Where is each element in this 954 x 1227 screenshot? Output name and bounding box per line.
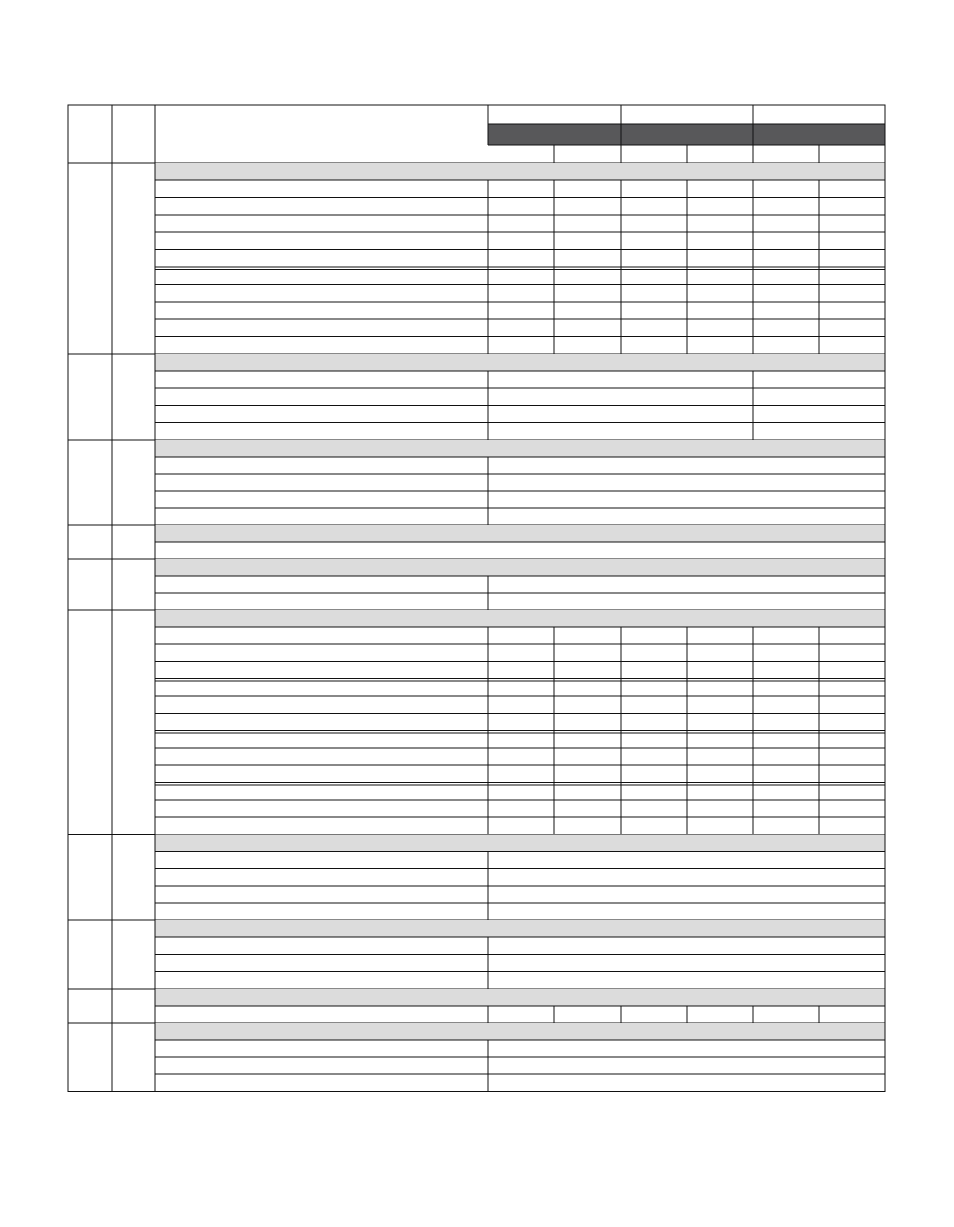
header-dark-band <box>488 124 885 145</box>
section-1-band <box>155 163 885 180</box>
section-10-band <box>155 1023 885 1040</box>
table-outer-frame <box>68 105 885 1091</box>
section-3-band <box>155 440 885 457</box>
section-6-band <box>155 610 885 627</box>
section-7-band <box>155 834 885 851</box>
section-9-band <box>155 989 885 1006</box>
section-2-band <box>155 354 885 371</box>
section-5-band <box>155 559 885 576</box>
section-4-band <box>155 525 885 542</box>
section-8-band <box>155 920 885 937</box>
